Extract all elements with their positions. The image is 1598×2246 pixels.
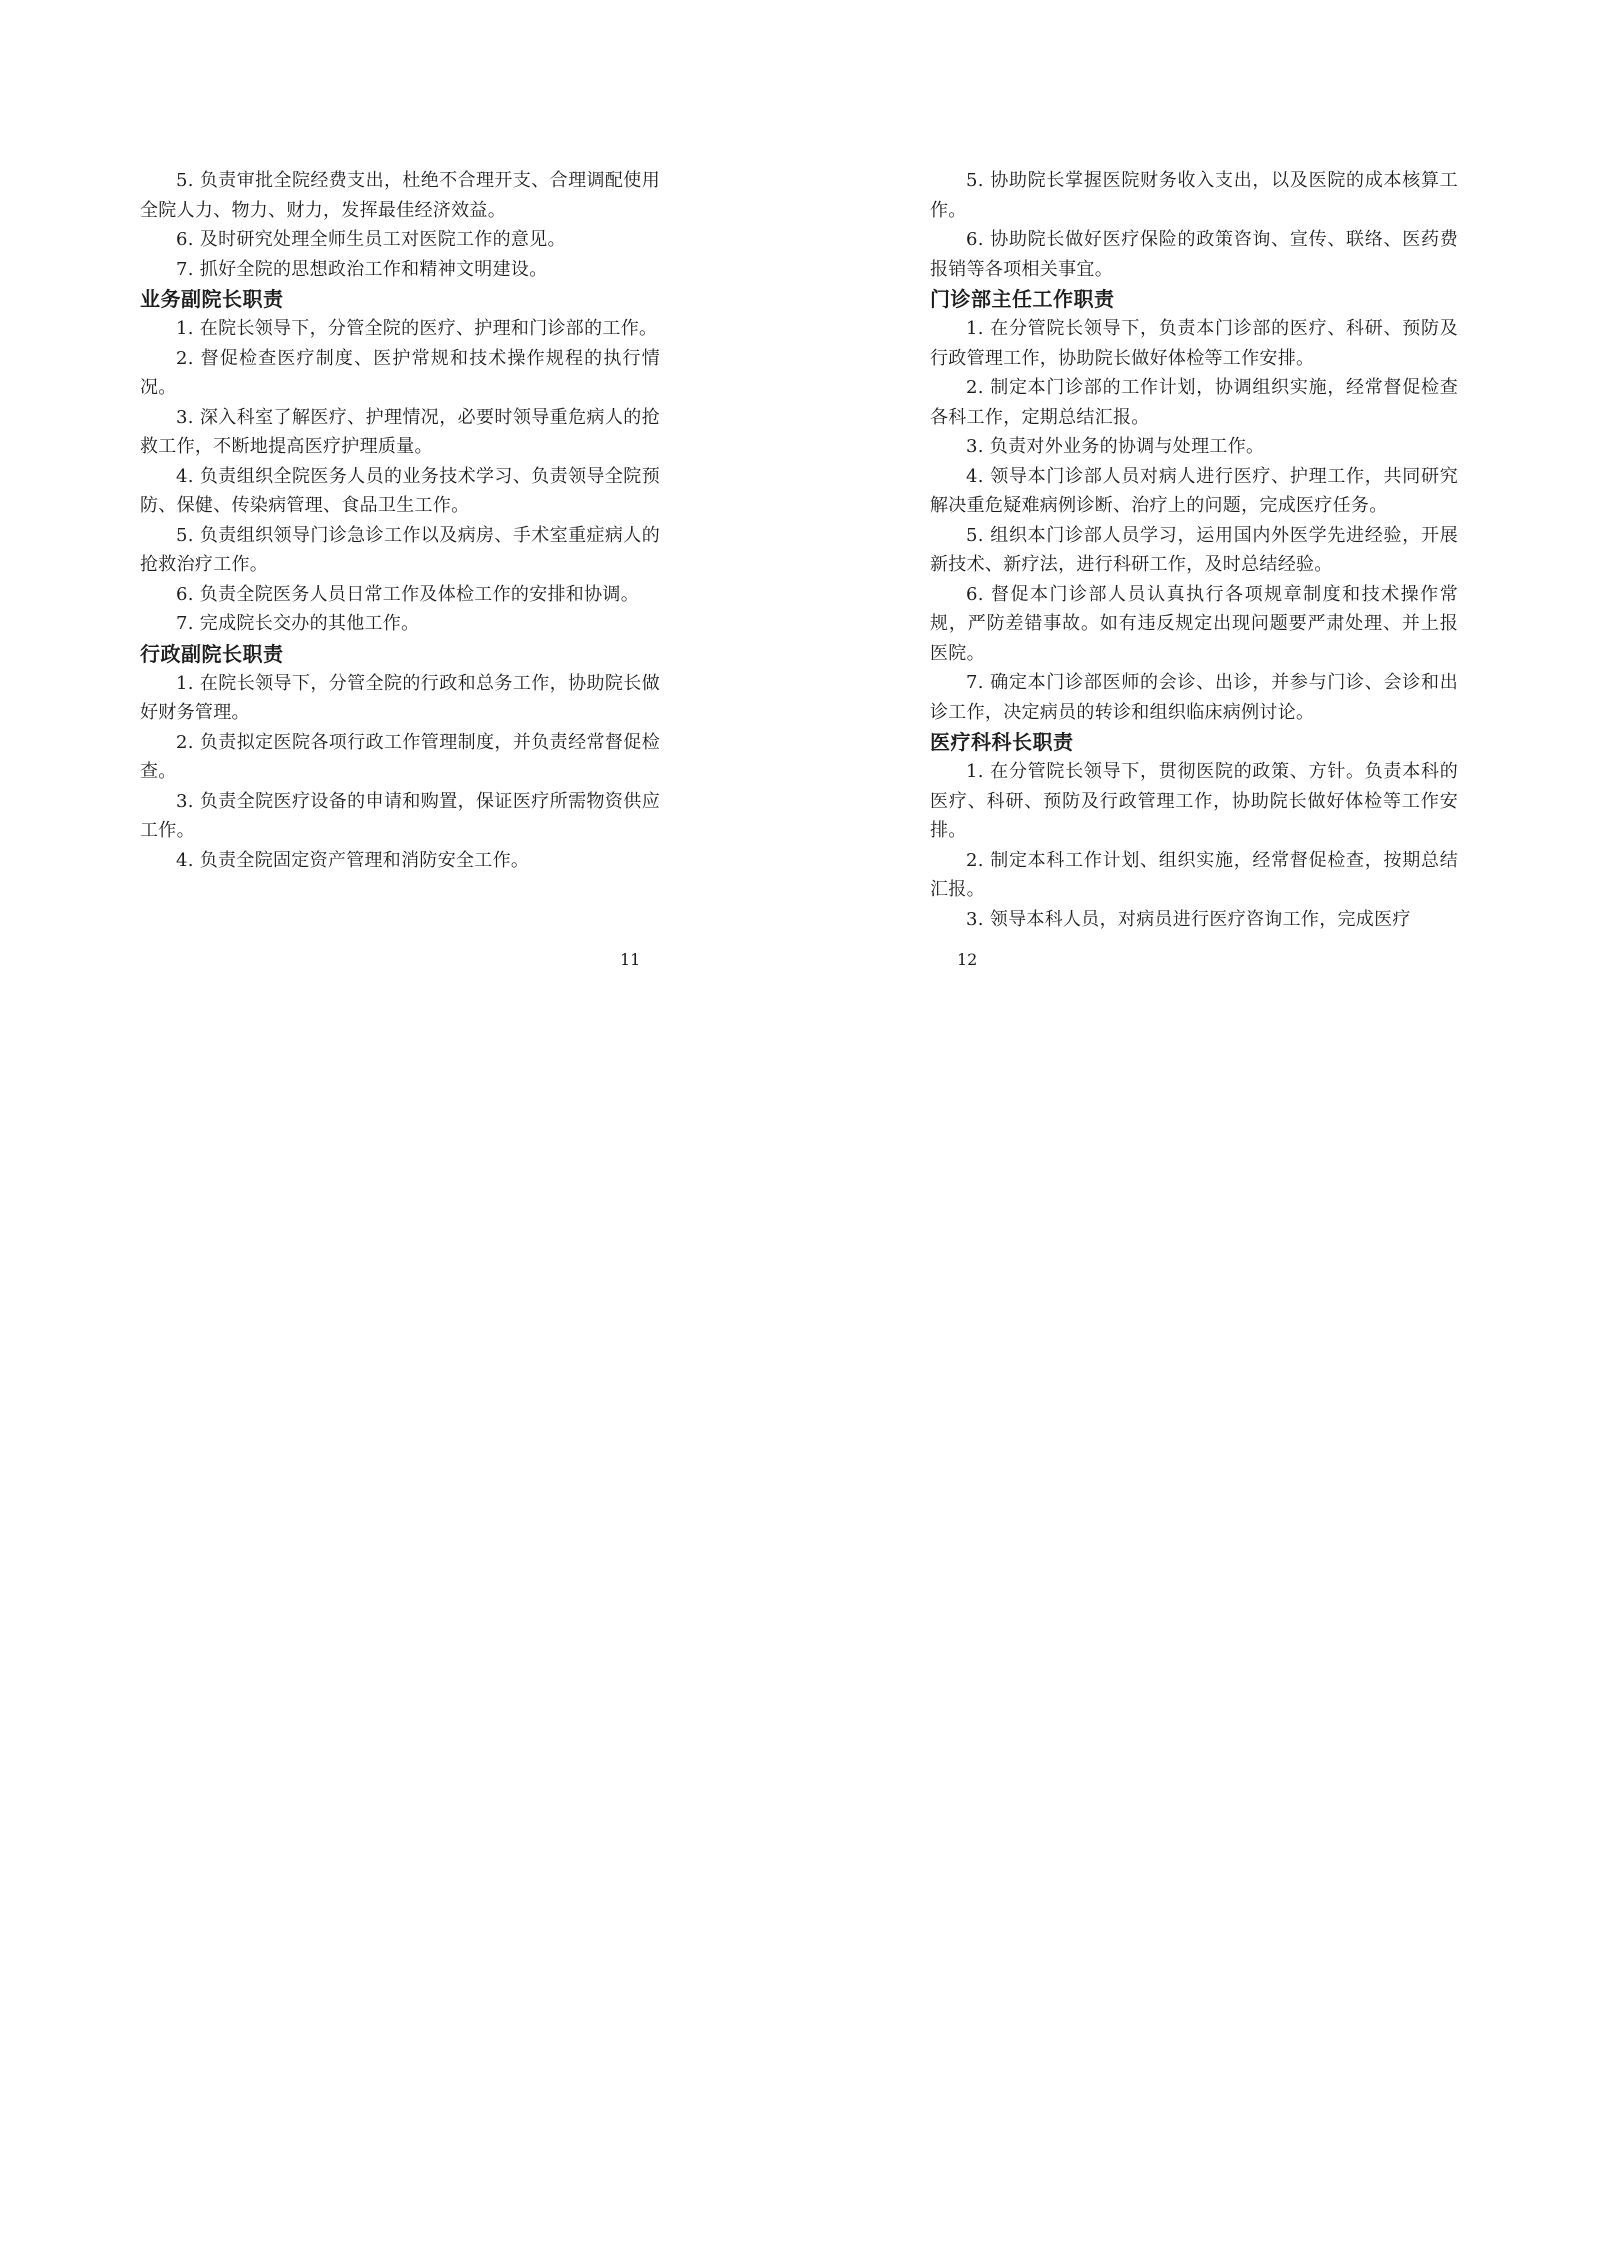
paragraph: 3. 领导本科人员，对病员进行医疗咨询工作，完成医疗	[966, 908, 1411, 930]
paragraph: 6. 协助院长做好医疗保险的政策咨询、宣传、联络、医药费报销等各项相关事宜。	[930, 229, 1458, 280]
page-number-right: 12	[957, 950, 978, 969]
paragraph: 6. 及时研究处理全师生员工对医院工作的意见。	[176, 229, 566, 250]
page-number-left: 11	[620, 950, 641, 969]
paragraph: 3. 负责对外业务的协调与处理工作。	[966, 436, 1265, 457]
paragraph: 6. 督促本门诊部人员认真执行各项规章制度和技术操作常规，严防差错事故。如有违反规定出现问题要严肃处理、并上报医院。	[930, 583, 1458, 664]
section-heading: 业务副院长职责	[140, 287, 284, 311]
paragraph: 1. 在院长领导下，分管全院的行政和总务工作，协助院长做好财务管理。	[140, 672, 660, 723]
paragraph: 1. 在院长领导下，分管全院的医疗、护理和门诊部的工作。	[176, 318, 658, 339]
paragraph: 4. 负责组织全院医务人员的业务技术学习、负责领导全院预防、保健、传染病管理、食品卫生工作。	[140, 465, 660, 516]
right-page-column	[930, 166, 1458, 934]
paragraph: 7. 抓好全院的思想政治工作和精神文明建设。	[176, 258, 548, 280]
section-heading: 行政副院长职责	[140, 641, 284, 666]
paragraph: 2. 负责拟定医院各项行政工作管理制度，并负责经常督促检查。	[140, 731, 660, 782]
paragraph: 6. 负责全院医务人员日常工作及体检工作的安排和协调。	[176, 583, 639, 605]
paragraph: 4. 负责全院固定资产管理和消防安全工作。	[176, 849, 530, 871]
paragraph: 2. 制定本门诊部的工作计划，协调组织实施，经常督促检查各科工作，定期总结汇报。	[930, 377, 1458, 428]
paragraph: 5. 负责审批全院经费支出，杜绝不合理开支、合理调配使用全院人力、物力、财力，发挥最佳经济效益。	[140, 170, 660, 221]
paragraph: 7. 确定本门诊部医师的会诊、出诊，并参与门诊、会诊和出诊工作，决定病员的转诊和组织临床病例讨论。	[930, 672, 1458, 723]
section-heading: 医疗科科长职责	[930, 730, 1074, 754]
paragraph: 3. 深入科室了解医疗、护理情况，必要时领导重危病人的抢救工作，不断地提高医疗护理质量。	[140, 406, 660, 457]
paragraph: 1. 在分管院长领导下，负责本门诊部的医疗、科研、预防及行政管理工作，协助院长做好体检等工作安排。	[930, 318, 1458, 369]
section-heading: 门诊部主任工作职责	[930, 287, 1115, 311]
paragraph: 2. 督促检查医疗制度、医护常规和技术操作规程的执行情况。	[140, 347, 660, 398]
paragraph: 5. 协助院长掌握医院财务收入支出，以及医院的成本核算工作。	[930, 170, 1458, 221]
paragraph: 5. 组织本门诊部人员学习，运用国内外医学先进经验，开展新技术、新疗法，进行科研工作，及时总结经验。	[930, 524, 1458, 575]
paragraph: 3. 负责全院医疗设备的申请和购置，保证医疗所需物资供应工作。	[140, 790, 660, 841]
paragraph: 1. 在分管院长领导下，贯彻医院的政策、方针。负责本科的医疗、科研、预防及行政管理工作，协助院长做好体检等工作安排。	[930, 761, 1458, 841]
paragraph: 5. 负责组织领导门诊急诊工作以及病房、手术室重症病人的抢救治疗工作。	[140, 524, 660, 575]
paragraph: 2. 制定本科工作计划、组织实施，经常督促检查，按期总结汇报。	[930, 849, 1458, 900]
left-page-column	[140, 166, 660, 875]
paragraph: 7. 完成院长交办的其他工作。	[176, 613, 420, 634]
paragraph: 4. 领导本门诊部人员对病人进行医疗、护理工作，共同研究解决重危疑难病例诊断、治疗上的问题，完成医疗任务。	[930, 465, 1458, 516]
